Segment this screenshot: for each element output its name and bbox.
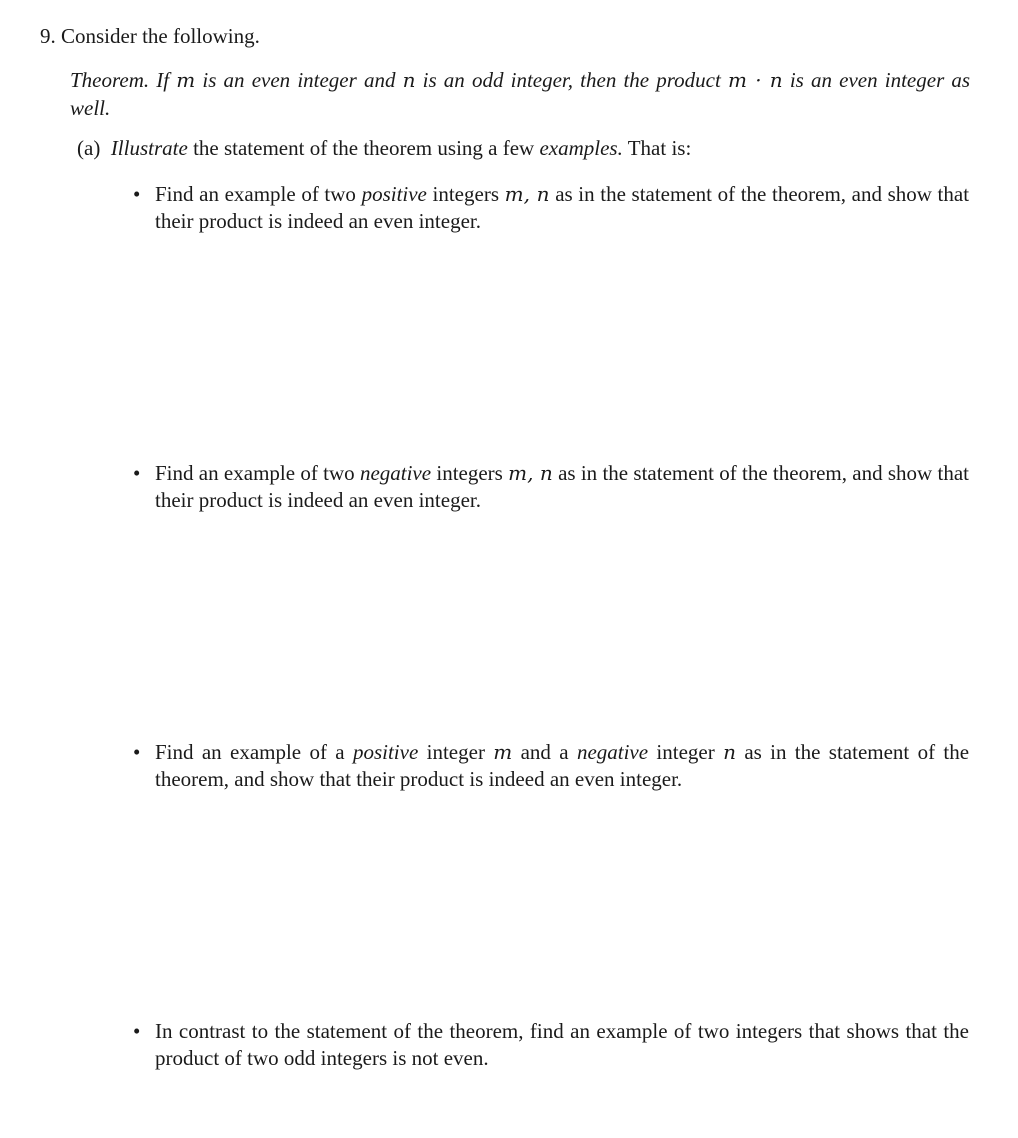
- theorem-product: m · n: [727, 68, 783, 92]
- theorem-block: [70, 66, 970, 122]
- part-a-examples: examples.: [539, 136, 623, 160]
- bullet-text: In contrast to the statement of the theorem, find an example of two integers that shows that the product of two odd integers is not even.: [155, 1019, 969, 1070]
- part-a-label: (a): [77, 136, 101, 160]
- bullet-text-mid: integer: [426, 740, 485, 764]
- theorem-var-m: m: [176, 68, 196, 92]
- bullet-text-mid-2: integer: [656, 740, 715, 764]
- bullet-text-pre: Find an example of two: [155, 461, 355, 485]
- part-a-text-1: the statement of the theorem using a few: [193, 136, 535, 160]
- bullet-item-mixed: [133, 739, 969, 793]
- bullet-emph: negative: [359, 461, 432, 485]
- bullet-var-n: n: [723, 740, 736, 764]
- problem-title: Consider the following.: [61, 24, 260, 48]
- bullet-text-and: and a: [520, 740, 569, 764]
- bullet-marker: •: [133, 740, 141, 764]
- bullet-marker: •: [133, 1019, 141, 1043]
- bullet-vars: m, n: [504, 182, 550, 206]
- bullet-text-post: as in the statement of the theorem, and show that their product is indeed an even integer.: [155, 740, 970, 791]
- theorem-var-n: n: [402, 68, 416, 92]
- bullet-var-m: m: [493, 740, 513, 764]
- theorem-label: Theorem.: [70, 68, 150, 92]
- theorem-text-2: is an even integer and: [202, 68, 396, 92]
- bullet-text-post: as in the statement of the theorem, and show that their product is indeed an even integer.: [155, 461, 970, 512]
- bullet-item-negative: [133, 460, 969, 514]
- bullet-item-contrast: [133, 1018, 969, 1072]
- bullet-marker: •: [133, 182, 141, 206]
- bullet-emph: positive: [361, 182, 427, 206]
- bullet-text-post: as in the statement of the theorem, and show that their product is indeed an even integer.: [155, 182, 970, 233]
- bullet-item-positive: [133, 181, 969, 235]
- part-a-text-2: That is:: [627, 136, 692, 160]
- bullet-text-pre: Find an example of two: [155, 182, 356, 206]
- bullet-marker: •: [133, 461, 141, 485]
- theorem-text-3: is an odd integer, then the product: [422, 68, 721, 92]
- bullet-text-pre: Find an example of a: [155, 740, 345, 764]
- problem-number: 9.: [40, 24, 56, 48]
- bullet-emph: positive: [352, 740, 419, 764]
- bullet-text-mid: integers: [436, 461, 503, 485]
- part-a-heading: [77, 136, 691, 161]
- bullet-text-mid: integers: [432, 182, 499, 206]
- bullet-vars: m, n: [508, 461, 553, 485]
- theorem-text-4: is an even integer as well.: [70, 68, 971, 120]
- theorem-text-1: If: [156, 68, 170, 92]
- part-a-verb: Illustrate: [110, 136, 188, 160]
- problem-heading: [40, 24, 260, 49]
- bullet-emph-2: negative: [576, 740, 649, 764]
